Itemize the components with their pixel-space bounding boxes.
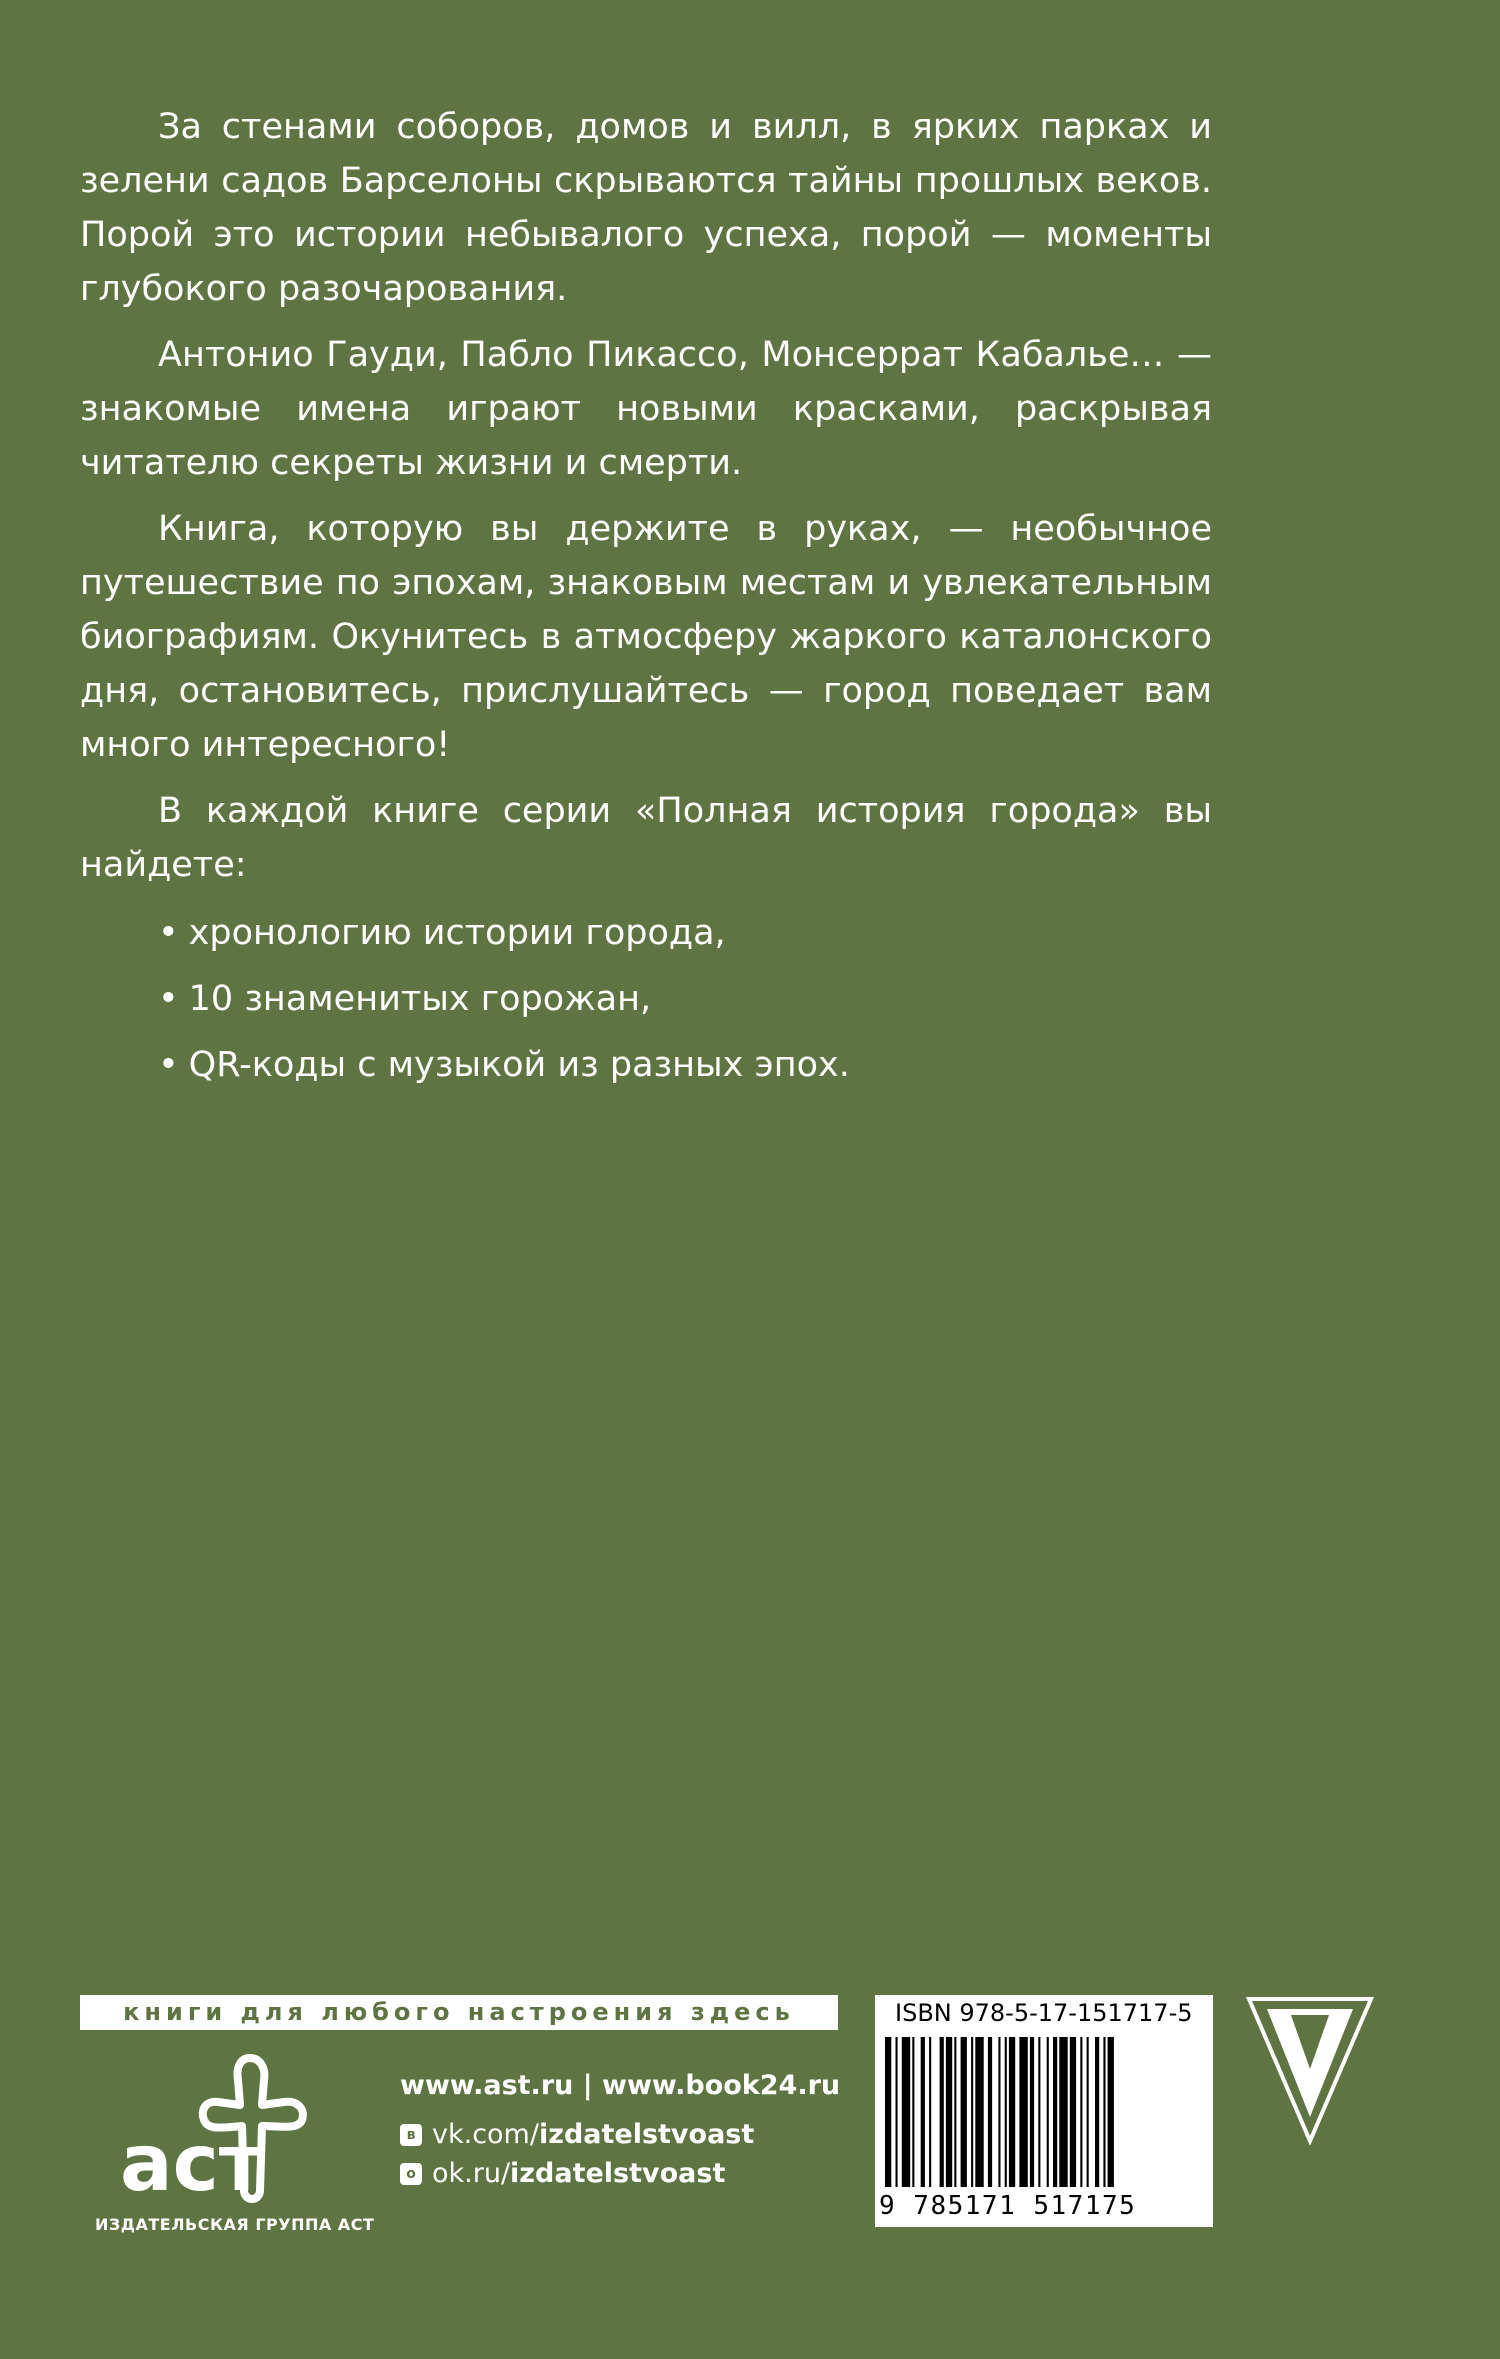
barcode-bar xyxy=(921,2037,925,2187)
feature-list xyxy=(158,906,1212,1092)
isbn-barcode xyxy=(875,1995,1213,2227)
paragraph-1: За стенами соборов, домов и вилл, в ярких парках и зелени садов Барселоны скрываются тайны прошлых веков. Порой это истории небывалого успеха, порой — моменты глубокого разочарования. xyxy=(80,107,1212,309)
barcode-bar xyxy=(988,2037,992,2187)
v-mark-icon xyxy=(1245,1995,1375,2145)
barcode-bar xyxy=(1108,2037,1114,2187)
barcode-bar xyxy=(929,2037,931,2187)
barcode-bar xyxy=(1019,2037,1027,2187)
barcode-bar xyxy=(998,2037,1000,2187)
barcode-bar xyxy=(885,2037,891,2187)
barcode-bar xyxy=(912,2037,914,2187)
isbn-text: ISBN 978-5-17-151717-5 xyxy=(895,1999,1193,2027)
barcode-digits: 9 785171 517175 xyxy=(879,2191,1137,2221)
paragraph-4: В каждой книге серии «Полная история города» вы найдете: xyxy=(80,791,1212,885)
contact-links xyxy=(400,2070,840,2197)
logo-text: аст xyxy=(120,2119,265,2209)
list-item: • QR-коды с музыкой из разных эпох. xyxy=(158,1045,850,1085)
vk-icon: в xyxy=(400,2124,422,2146)
paragraph-2: Антонио Гауди, Пабло Пикассо, Монсеррат Кабалье… — знакомые имена играют новыми красками, раскрывая читателю секреты жизни и смерти. xyxy=(80,335,1212,483)
ok-icon: о xyxy=(400,2163,422,2185)
barcode-bar xyxy=(1080,2037,1082,2187)
vk-link[interactable]: в vk.com/ izdatelstvoast xyxy=(400,2119,840,2150)
barcode-bar xyxy=(1059,2037,1067,2187)
ast-logo xyxy=(120,2050,330,2210)
publisher-name: ИЗДАТЕЛЬСКАЯ ГРУППА АСТ xyxy=(95,2215,375,2234)
barcode-bar xyxy=(1009,2037,1015,2187)
barcode-bar xyxy=(961,2037,967,2187)
barcode-bar xyxy=(1005,2037,1007,2187)
barcode-bar xyxy=(971,2037,973,2187)
website-links[interactable]: www.ast.ru | www.book24.ru xyxy=(400,2070,841,2101)
barcode-bar xyxy=(1038,2037,1040,2187)
barcode-bar xyxy=(896,2037,898,2187)
barcode-bar xyxy=(1087,2037,1089,2187)
barcode-bars xyxy=(885,2037,1203,2189)
barcode-bar xyxy=(1053,2037,1057,2187)
barcode-bar xyxy=(1030,2037,1034,2187)
barcode-bar xyxy=(975,2037,983,2187)
barcode-bar xyxy=(1047,2037,1049,2187)
list-item: • 10 знаменитых горожан, xyxy=(158,979,652,1019)
barcode-bar xyxy=(1095,2037,1099,2187)
barcode-bar xyxy=(1103,2037,1105,2187)
barcode-bar xyxy=(1070,2037,1076,2187)
barcode-bar xyxy=(902,2037,910,2187)
tagline-banner: книги для любого настроения здесь xyxy=(80,1995,838,2030)
description-text xyxy=(80,100,1212,1104)
paragraph-3: Книга, которую вы держите в руках, — необычное путешествие по эпохам, знаковым местам и увлекательным биографиям. Окунитесь в атмосферу жаркого каталонского дня, остановитесь, прислушайтесь — город поведает вам много интересного! xyxy=(80,509,1212,765)
barcode-bar xyxy=(954,2037,956,2187)
list-item: • хронологию истории города, xyxy=(158,913,726,953)
barcode-bar xyxy=(940,2037,944,2187)
ok-link[interactable]: о ok.ru/ izdatelstvoast xyxy=(400,2158,840,2189)
barcode-bar xyxy=(946,2037,952,2187)
